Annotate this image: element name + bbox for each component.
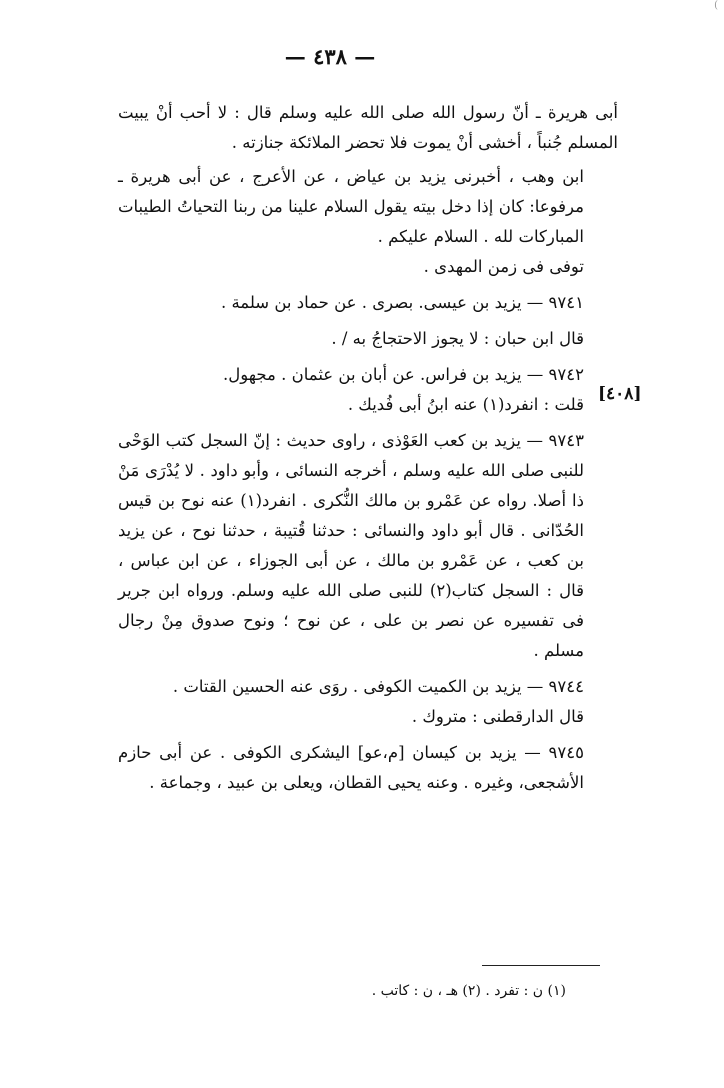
footnotes: (١) ن : تفرد . (٢) هـ ، ن : كاتب . — [371, 983, 566, 999]
entry-9742-note: قلت : انفرد(١) عنه ابنُ أبى فُديك . — [347, 395, 584, 414]
entry-9742: ٩٧٤٢ — يزيد بن فراس. عن أبان بن عثمان . مجهول. — [223, 365, 584, 384]
page-number: — ٤٣٨ — — [284, 44, 376, 69]
scan-mark: ( — [714, 0, 718, 11]
margin-page-reference: [٤٠٨] — [598, 384, 642, 404]
paragraph-hadith-continuation: أبى هريرة ـ أنّ رسول الله صلى الله عليه وسلم قال : لا أحب أنْ يبيت المسلم جُنباً ، أخشى أنْ يموت فلا تحضر الملائكة جنازته . — [118, 103, 618, 152]
paragraph-ibn-wahb: ابن وهب ، أخبرنى يزيد بن عياض ، عن الأعرج ، عن أبى هريرة ـ مرفوعا: كان إذا دخل بيته يقول السلام علينا من ربنا التحياتُ الطيبات المباركات لله . السلام عليكم . — [118, 167, 584, 246]
paragraph-death-note: توفى فى زمن المهدى . — [423, 257, 584, 276]
entry-9744-note: قال الدارقطنى : متروك . — [411, 707, 584, 726]
entry-9741-note: قال ابن حبان : لا يجوز الاحتجاجُ به / . — [331, 329, 584, 348]
entry-9744: ٩٧٤٤ — يزيد بن الكميت الكوفى . روَى عنه الحسين القتات . — [172, 677, 584, 696]
entry-9745: ٩٧٤٥ — يزيد بن كيسان [م،عو] اليشكرى الكوفى . عن أبى حازم الأشجعى، وغيره . وعنه يحيى القطان، ويعلى بن عبيد ، وجماعة . — [118, 743, 584, 792]
entry-9741: ٩٧٤١ — يزيد بن عيسى. بصرى . عن حماد بن سلمة . — [220, 293, 584, 312]
main-text — [118, 98, 618, 798]
footnote-divider — [482, 965, 600, 966]
entry-9743: ٩٧٤٣ — يزيد بن كعب العَوْذى ، راوى حديث : إنّ السجل كتب الوَحْى للنبى صلى الله عليه وسلم ، أخرجه النسائى ، وأبو داود . لا يُدْرَى مَنْ ذا أصلا. رواه عن عَمْرو بن مالك النُّكرى . انفرد(١) عنه نوح بن قيس الحُدّانى . قال أبو داود والنسائى : حدثنا قُتيبة ، حدثنا نوح ، عن يزيد بن كعب ، عن عَمْرو بن مالك ، عن أبى الجوزاء ، عن ابن عباس ، قال : السجل كتاب(٢) للنبى صلى الله عليه وسلم. ورواه ابن جرير فى تفسيره عن نصر بن على ، عن نوح ؛ ونوح صدوق مِنْ رجال مسلم . — [118, 431, 584, 660]
